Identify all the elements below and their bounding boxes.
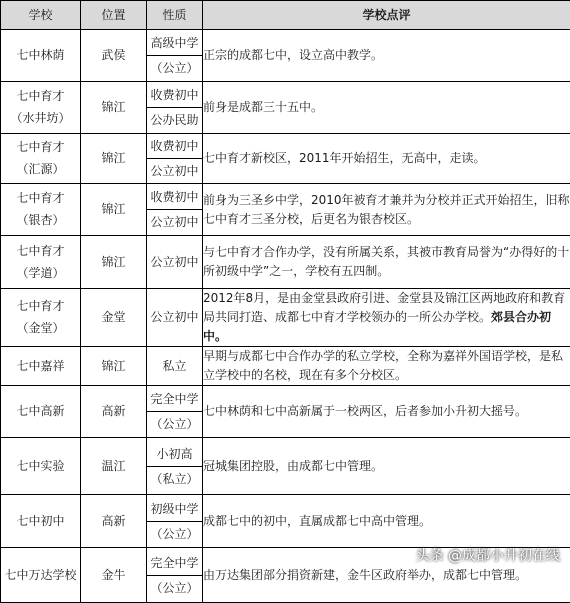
school-nature-type: 收费初中 [147, 134, 202, 159]
school-nature-ownership: 公立初中 [147, 159, 202, 183]
school-name: 七中初中 [1, 513, 80, 530]
school-nature-type: 私立 [147, 358, 202, 375]
header-review: 学校点评 [203, 1, 570, 30]
school-review [203, 289, 570, 347]
school-nature-type: 公立初中 [147, 254, 202, 271]
school-nature-ownership: 公立初中 [147, 210, 202, 234]
school-name-cell [1, 495, 81, 548]
school-name: 七中育才 [1, 190, 80, 207]
table-row [1, 30, 570, 82]
school-nature-cell [147, 347, 203, 386]
review-text: 前身是成都三十五中。 [203, 100, 323, 114]
school-campus: （银杏） [1, 212, 80, 229]
school-nature-ownership: （公立） [147, 412, 202, 436]
review-text: 七中育才新校区，2011年开始招生，无高中，走读。 [203, 151, 486, 165]
school-nature-cell [147, 386, 203, 438]
school-location: 锦江 [81, 82, 147, 134]
school-name: 七中实验 [1, 458, 80, 475]
table-row [1, 438, 570, 495]
review-text: 前身为三圣乡中学，2010年被育才兼并为分校并正式开始招生，旧称七中育才三圣分校，后更名为银杏校区。 [203, 193, 570, 226]
school-campus: （学道） [1, 265, 80, 282]
watermark: 头条 @成都小升初在线 [416, 545, 560, 565]
table-row [1, 495, 570, 548]
school-nature-ownership: （公立） [147, 576, 202, 600]
school-nature-cell [147, 289, 203, 347]
table-header-row [1, 1, 570, 30]
school-review [203, 386, 570, 438]
table-row [1, 386, 570, 438]
school-review [203, 184, 570, 236]
school-nature-type: 收费初中 [147, 185, 202, 210]
school-name-cell [1, 82, 81, 134]
school-nature-type: 公立初中 [147, 309, 202, 326]
school-nature-ownership: （公立） [147, 56, 202, 80]
school-nature-cell [147, 134, 203, 184]
table-row [1, 184, 570, 236]
school-name: 七中育才 [1, 298, 80, 315]
school-location: 温江 [81, 438, 147, 495]
school-review [203, 438, 570, 495]
school-nature-cell [147, 548, 203, 603]
school-name: 七中高新 [1, 403, 80, 420]
school-name: 七中育才 [1, 243, 80, 260]
school-nature-type: 小初高 [147, 442, 202, 467]
school-name-cell [1, 548, 81, 603]
school-name: 七中林荫 [1, 47, 80, 64]
review-text: 冠城集团控股，由成都七中管理。 [203, 459, 383, 473]
school-location: 金堂 [81, 289, 147, 347]
school-name-cell [1, 347, 81, 386]
school-location: 锦江 [81, 184, 147, 236]
school-nature-cell [147, 184, 203, 236]
table-row [1, 347, 570, 386]
review-text: 2012年8月，是由金堂县政府引进、金堂县及锦江区两地政府和教育局共同打造、成都七中育才学校领办的一所公办学校。 [203, 291, 565, 324]
review-text: 七中林荫和七中高新属于一校两区，后者参加小升初大摇号。 [203, 404, 527, 418]
school-location: 锦江 [81, 347, 147, 386]
school-nature-cell [147, 82, 203, 134]
school-review [203, 82, 570, 134]
school-nature-cell [147, 236, 203, 289]
review-highlight: 郊县合办初中。 [203, 310, 551, 343]
school-nature-cell [147, 495, 203, 548]
school-name: 七中育才 [1, 88, 80, 105]
school-name: 七中嘉祥 [1, 358, 80, 375]
school-name-cell [1, 184, 81, 236]
school-campus: （水井坊） [1, 110, 80, 127]
school-review [203, 495, 570, 548]
school-location: 高新 [81, 495, 147, 548]
header-school: 学校 [1, 1, 81, 30]
review-text: 与七中育才合作办学，没有所属关系，其被市教育局誉为“办得好的十所初级中学”之一，学校有五四制。 [203, 245, 569, 278]
school-location: 高新 [81, 386, 147, 438]
school-name: 七中万达学校 [1, 567, 80, 584]
school-campus: （金堂） [1, 320, 80, 337]
school-name-cell [1, 386, 81, 438]
review-text: 由万达集团部分捐资新建，金牛区政府举办，成都七中管理。 [203, 568, 527, 582]
school-location: 金牛 [81, 548, 147, 603]
school-nature-type: 高级中学 [147, 31, 202, 56]
school-review [203, 347, 570, 386]
school-nature-ownership: 公办民助 [147, 108, 202, 132]
table-row [1, 289, 570, 347]
school-review [203, 236, 570, 289]
review-text: 成都七中的初中，直属成都七中高中管理。 [203, 514, 431, 528]
school-name-cell [1, 30, 81, 82]
header-location: 位置 [81, 1, 147, 30]
school-nature-cell [147, 438, 203, 495]
school-name-cell [1, 236, 81, 289]
school-review [203, 30, 570, 82]
school-location: 锦江 [81, 236, 147, 289]
school-nature-type: 完全中学 [147, 551, 202, 576]
review-text: 早期与成都七中合作办学的私立学校，全称为嘉祥外国语学校，是私立学校中的名校，现在有多个分校区。 [203, 349, 563, 382]
table-row [1, 236, 570, 289]
school-nature-type: 初级中学 [147, 497, 202, 522]
school-review [203, 134, 570, 184]
table-row [1, 82, 570, 134]
school-name-cell [1, 289, 81, 347]
review-text: 正宗的成都七中，设立高中教学。 [203, 48, 383, 62]
school-nature-ownership: （公立） [147, 522, 202, 546]
header-nature: 性质 [147, 1, 203, 30]
school-nature-cell [147, 30, 203, 82]
school-nature-type: 完全中学 [147, 387, 202, 412]
school-name-cell [1, 438, 81, 495]
school-campus: （汇源） [1, 161, 80, 178]
school-nature-ownership: （私立） [147, 467, 202, 491]
school-name-cell [1, 134, 81, 184]
table-row [1, 134, 570, 184]
school-location: 武侯 [81, 30, 147, 82]
school-name: 七中育才 [1, 139, 80, 156]
school-location: 锦江 [81, 134, 147, 184]
school-nature-type: 收费初中 [147, 83, 202, 108]
